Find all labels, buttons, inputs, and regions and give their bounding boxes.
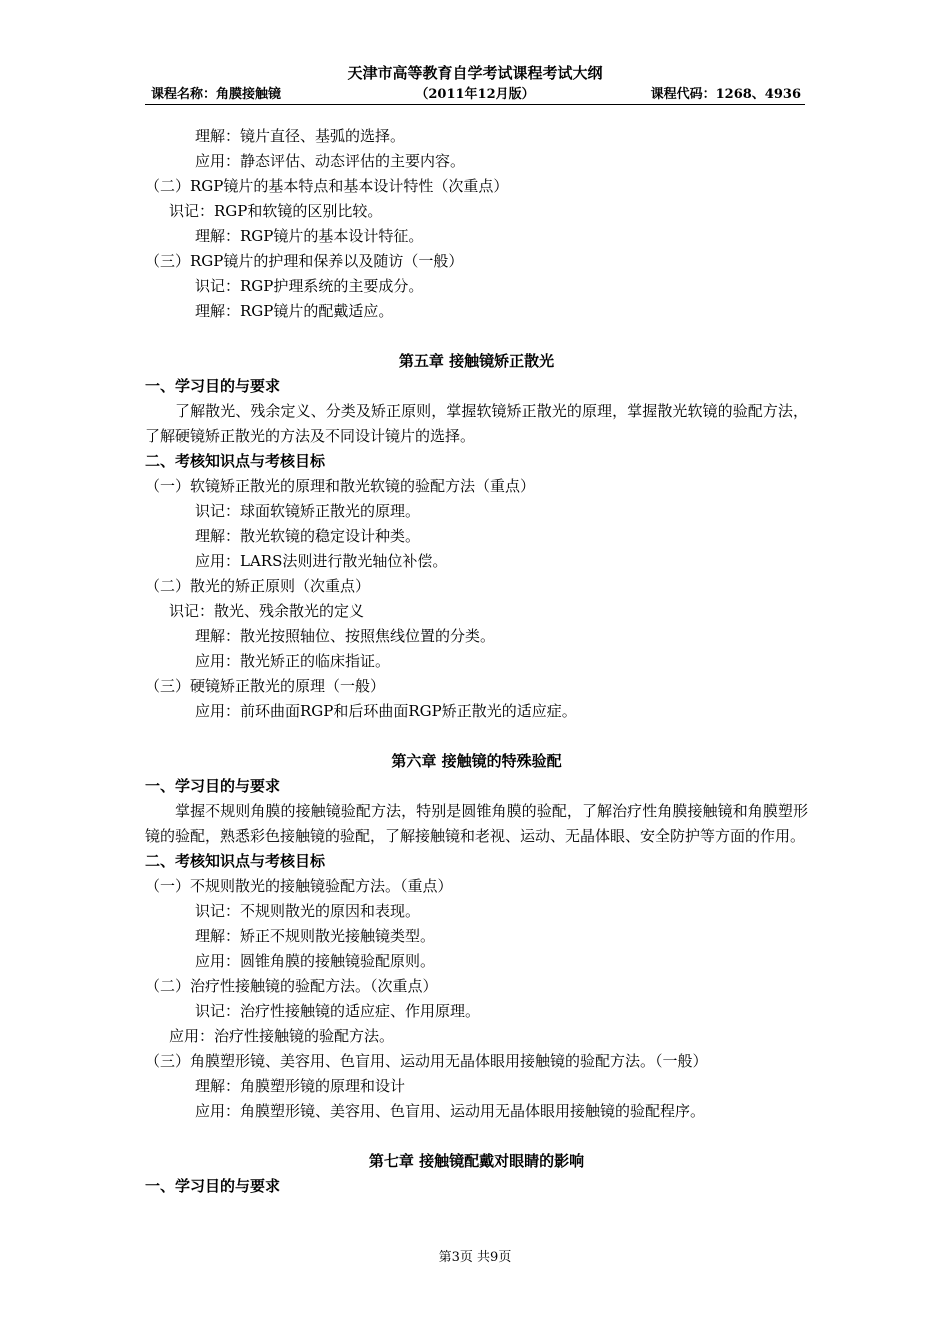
text-line: 理解：RGP镜片的配戴适应。 (195, 302, 394, 320)
text-line: 识记：治疗性接触镜的适应症、作用原理。 (195, 1002, 481, 1020)
text-line: 应用：LARS法则进行散光轴位补偿。 (195, 552, 448, 570)
text-line: 识记：RGP护理系统的主要成分。 (195, 277, 424, 295)
chapter-title-6: 第六章 接触镜的特殊验配 (391, 752, 562, 770)
paragraph: 掌握不规则角膜的接触镜验配方法，特别是圆锥角膜的验配，了解治疗性角膜接触镜和角膜塑形镜的验配，熟悉彩色接触镜的验配，了解接触镜和老视、运动、无晶体眼、安全防护等方面的作用。 (145, 802, 808, 845)
subsection-heading: （二）RGP镜片的基本特点和基本设计特性（次重点） (145, 177, 509, 195)
text-line: 理解：矫正不规则散光接触镜类型。 (195, 927, 436, 945)
text-line: 应用：角膜塑形镜、美容用、色盲用、运动用无晶体眼用接触镜的验配程序。 (195, 1102, 706, 1120)
page-header (145, 62, 805, 105)
header-course-name: 课程名称：角膜接触镜 (151, 87, 282, 102)
text-line: 应用：静态评估、动态评估的主要内容。 (195, 152, 466, 170)
text-line: 应用：前环曲面RGP和后环曲面RGP矫正散光的适应症。 (195, 702, 577, 720)
section-heading: 二、考核知识点与考核目标 (145, 852, 326, 870)
text-line: 应用：治疗性接触镜的验配方法。 (169, 1027, 395, 1045)
text-line: 应用：圆锥角膜的接触镜验配原则。 (195, 952, 436, 970)
text-line: 识记：散光、残余散光的定义 (169, 602, 365, 620)
text-line: 应用：散光矫正的临床指证。 (195, 652, 391, 670)
section-heading: 一、学习目的与要求 (145, 777, 281, 795)
subsection-heading: （二）散光的矫正原则（次重点） (145, 577, 371, 595)
subsection-heading: （一）不规则散光的接触镜验配方法。（重点） (145, 877, 453, 895)
paragraph: 了解散光、残余定义、分类及矫正原则，掌握软镜矫正散光的原理，掌握散光软镜的验配方法，了解硬镜矫正散光的方法及不同设计镜片的选择。 (145, 402, 808, 445)
page-footer: 第3页 共9页 (438, 1250, 512, 1265)
subsection-heading: （三）RGP镜片的护理和保养以及随访（一般） (145, 252, 464, 270)
section-heading: 二、考核知识点与考核目标 (145, 452, 326, 470)
section-heading: 一、学习目的与要求 (145, 1177, 281, 1195)
header-edition: （2011年12月版） (415, 87, 535, 102)
section-heading: 一、学习目的与要求 (145, 377, 281, 395)
text-line: 识记：球面软镜矫正散光的原理。 (195, 502, 421, 520)
text-line: 识记：RGP和软镜的区别比较。 (169, 202, 383, 220)
text-line: 理解：散光按照轴位、按照焦线位置的分类。 (195, 627, 496, 645)
header-course-code: 课程代码：1268、4936 (650, 87, 801, 102)
text-line: 识记：不规则散光的原因和表现。 (195, 902, 421, 920)
subsection-heading: （二）治疗性接触镜的验配方法。（次重点） (145, 977, 438, 995)
chapter-title-7: 第七章 接触镜配戴对眼睛的影响 (368, 1152, 585, 1170)
subsection-heading: （一）软镜矫正散光的原理和散光软镜的验配方法（重点） (145, 477, 536, 495)
text-line: 理解：镜片直径、基弧的选择。 (195, 127, 406, 145)
document-body (145, 124, 808, 1199)
header-title: 天津市高等教育自学考试课程考试大纲 (347, 64, 603, 82)
subsection-heading: （三）硬镜矫正散光的原理（一般） (145, 677, 386, 695)
text-line: 理解：散光软镜的稳定设计种类。 (195, 527, 421, 545)
subsection-heading: （三）角膜塑形镜、美容用、色盲用、运动用无晶体眼用接触镜的验配方法。（一般） (145, 1052, 708, 1070)
text-line: 理解：RGP镜片的基本设计特征。 (195, 227, 424, 245)
chapter-title-5: 第五章 接触镜矫正散光 (398, 352, 555, 370)
text-line: 理解：角膜塑形镜的原理和设计 (195, 1077, 406, 1095)
